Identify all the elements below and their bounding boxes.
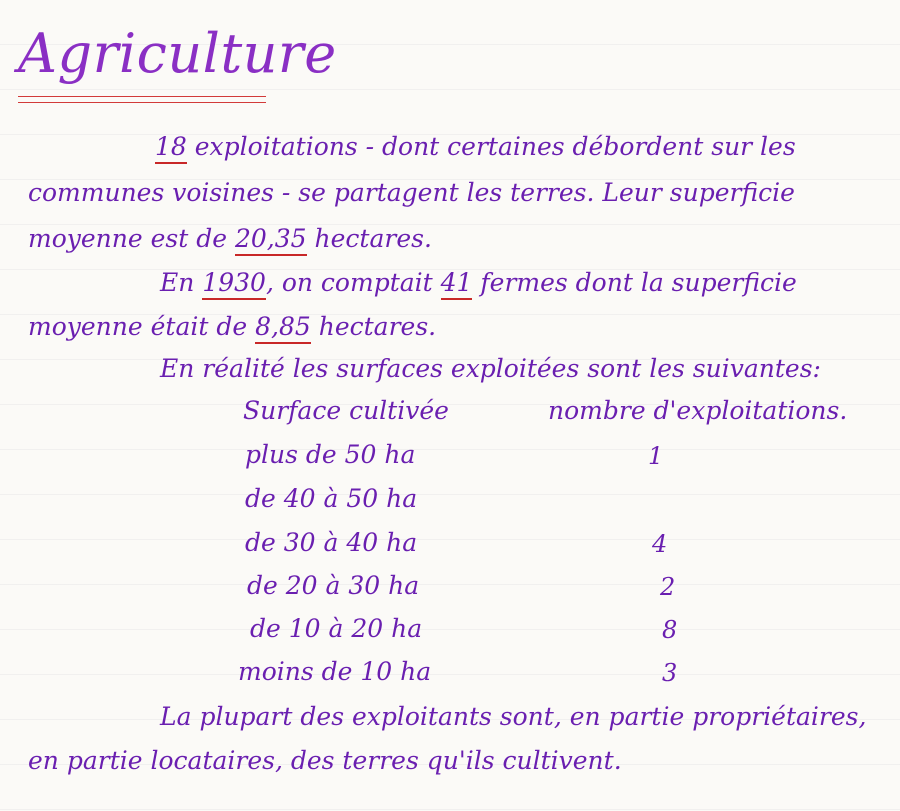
year-1930: 1930 (202, 268, 266, 300)
table-row-count: 4 (652, 530, 668, 558)
table-row-count: 8 (662, 616, 678, 644)
paragraph1-line3-text: moyenne est de (28, 224, 228, 253)
paragraph2-line2-unit: hectares. (318, 312, 437, 341)
paragraph2-line2 (28, 312, 436, 341)
paragraph2-en: En (160, 268, 195, 297)
paragraph2-text-c: fermes dont la superficie (480, 268, 797, 297)
paragraph3-line: En réalité les surfaces exploitées sont les suivantes: (160, 354, 821, 383)
paragraph1-line3 (28, 224, 432, 253)
paragraph4-line2: en partie locataires, des terres qu'ils cultivent. (28, 746, 622, 775)
farm-count-1930: 41 (441, 268, 473, 300)
table-header-count: nombre d'exploitations. (548, 396, 848, 425)
table-row-surface: de 40 à 50 ha (245, 484, 418, 513)
average-area-1930: 8,85 (255, 312, 311, 344)
table-row-count: 3 (662, 659, 678, 687)
paragraph1-line3-unit: hectares. (314, 224, 432, 253)
table-row-count: 1 (648, 442, 664, 470)
table-row-count: 2 (660, 573, 676, 601)
paragraph1-text: exploitations - dont certaines débordent sur les (194, 132, 796, 161)
title-underline (18, 96, 266, 103)
average-area: 20,35 (235, 224, 307, 256)
paragraph2-line2-text: moyenne était de (28, 312, 248, 341)
table-header-surface: Surface cultivée (243, 396, 449, 425)
page-title: Agriculture (18, 22, 337, 85)
paragraph4-line1: La plupart des exploitants sont, en partie propriétaires, (160, 702, 867, 731)
table-row-surface: de 30 à 40 ha (245, 528, 418, 557)
paragraph2-line1 (160, 268, 797, 297)
paragraph2-text-b: , on comptait (265, 268, 433, 297)
paragraph1-line2: communes voisines - se partagent les terres. Leur superficie (28, 178, 795, 207)
table-row-surface: plus de 50 ha (245, 440, 416, 469)
farm-count: 18 (155, 132, 187, 164)
table-row-surface: de 10 à 20 ha (250, 614, 423, 643)
paragraph1-line1 (155, 132, 796, 161)
table-row-surface: de 20 à 30 ha (247, 571, 420, 600)
table-row-surface: moins de 10 ha (238, 657, 432, 686)
